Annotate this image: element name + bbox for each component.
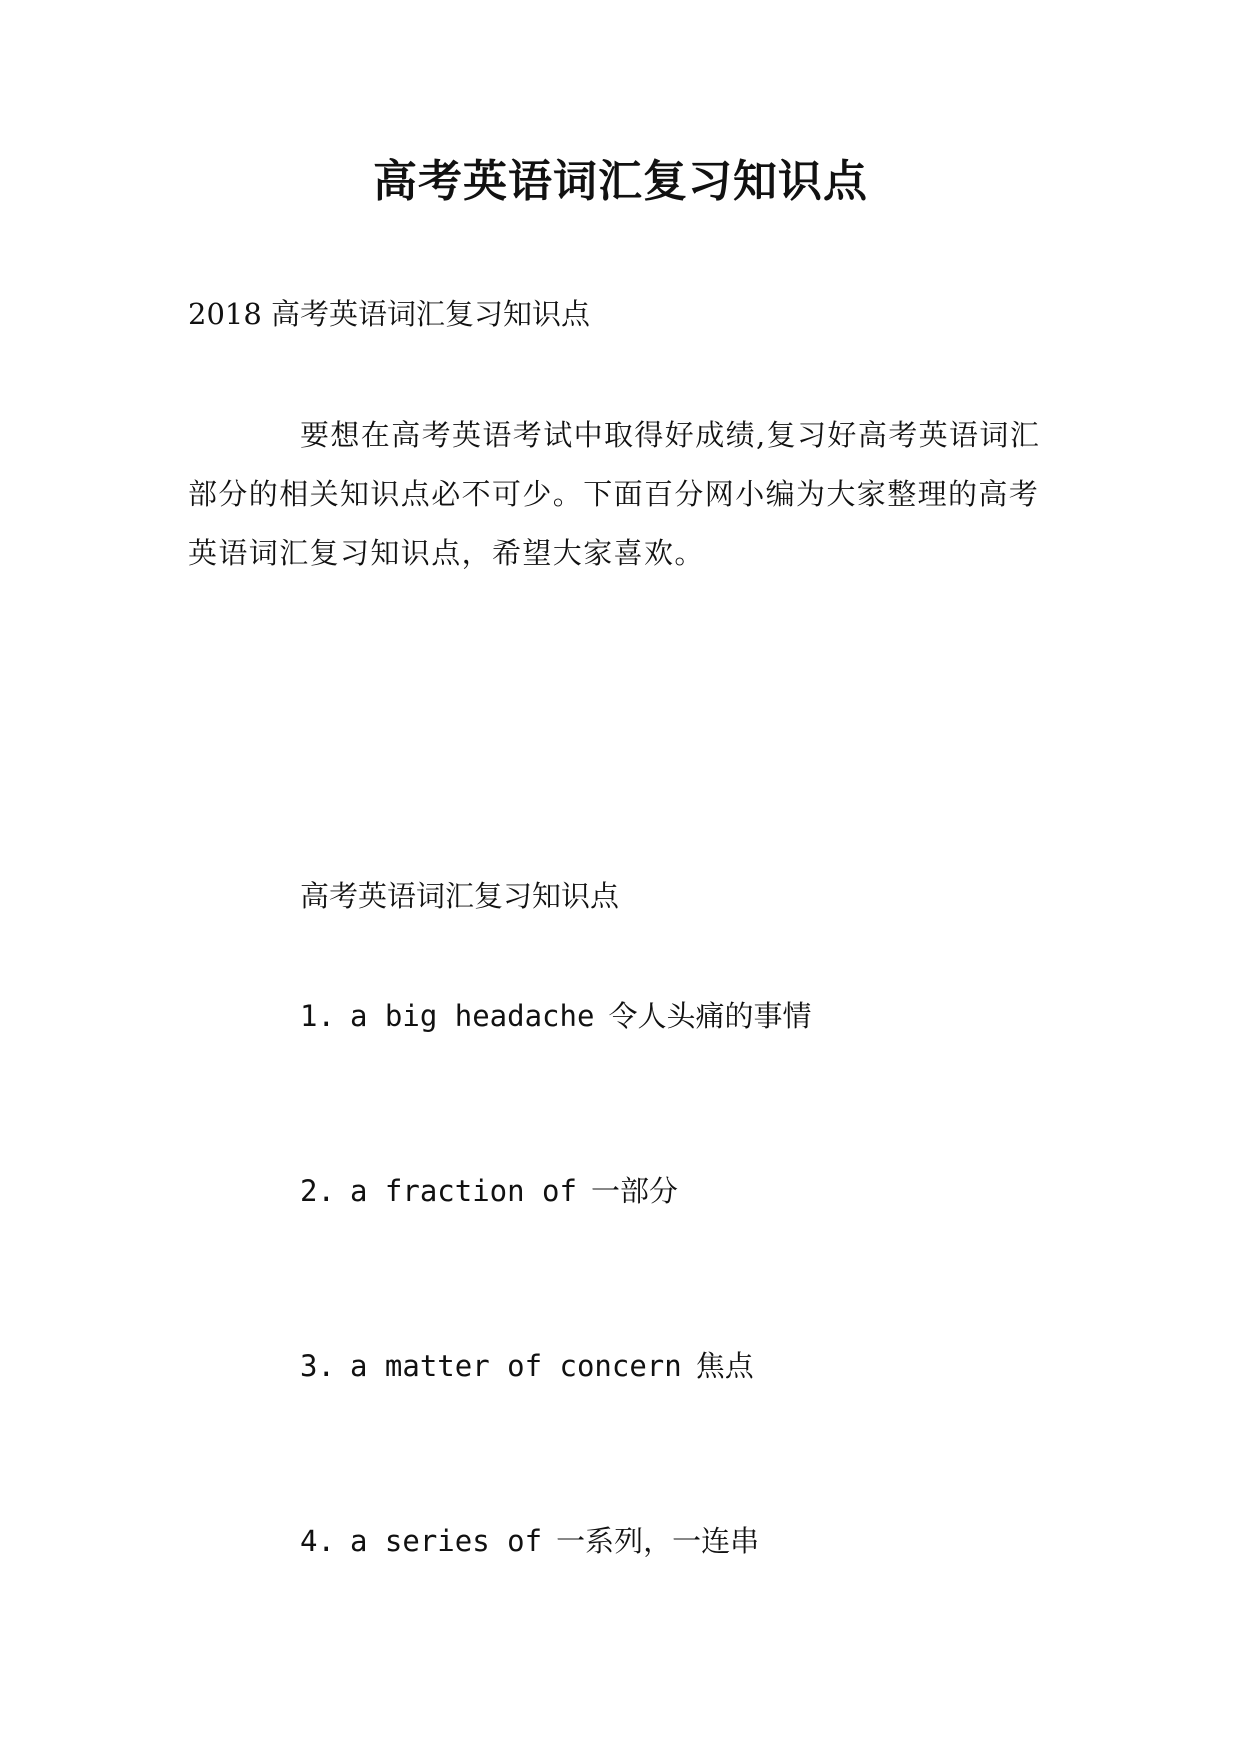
document-subtitle: 2018 高考英语词汇复习知识点 <box>188 297 591 331</box>
intro-paragraph: 要想在高考英语考试中取得好成绩,复习好高考英语词汇部分的相关知识点必不可少。下面百分网小编为大家整理的高考英语词汇复习知识点，希望大家喜欢。 <box>188 418 1041 570</box>
vocab-item-2 <box>300 1171 811 1346</box>
vocab-english: a series of <box>350 1524 543 1558</box>
vocab-chinese: 一部分 <box>590 1174 678 1208</box>
vocab-chinese: 焦点 <box>695 1349 754 1383</box>
vocab-item-1 <box>300 996 811 1171</box>
vocab-number: 1. <box>300 999 335 1033</box>
vocab-list <box>300 996 811 1696</box>
vocab-item-3 <box>300 1346 811 1521</box>
vocab-english: a matter of concern <box>350 1349 682 1383</box>
vocab-chinese: 令人头痛的事情 <box>608 999 812 1033</box>
vocab-item-4 <box>300 1521 811 1696</box>
vocab-chinese: 一系列，一连串 <box>556 1524 760 1558</box>
vocab-number: 4. <box>300 1524 335 1558</box>
document-title: 高考英语词汇复习知识点 <box>373 156 868 207</box>
vocab-number: 3. <box>300 1349 335 1383</box>
vocab-number: 2. <box>300 1174 335 1208</box>
section-heading: 高考英语词汇复习知识点 <box>300 879 620 913</box>
vocab-english: a fraction of <box>350 1174 577 1208</box>
vocab-english: a big headache <box>350 999 595 1033</box>
